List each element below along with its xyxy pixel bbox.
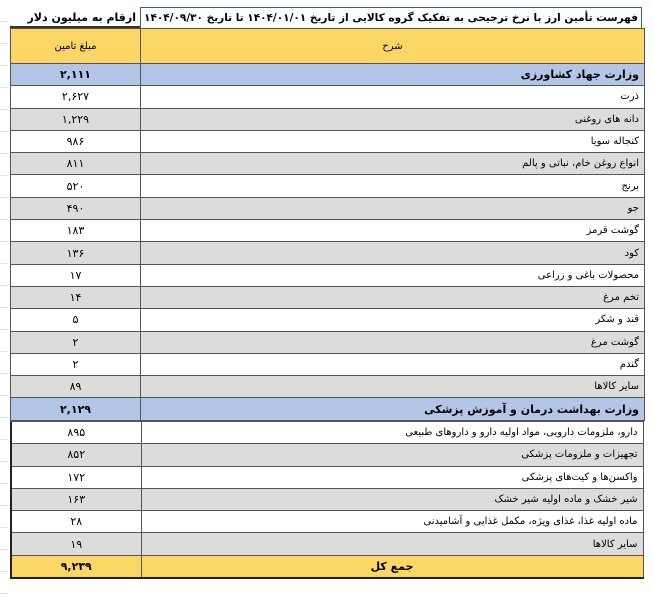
row-value[interactable]: ۵ xyxy=(11,309,141,331)
row-description[interactable]: محصولات باغی و زراعی xyxy=(141,264,645,286)
row-description[interactable]: برنج xyxy=(141,175,645,197)
row-description[interactable]: انواع روغن خام، نباتی و پالم xyxy=(141,153,645,175)
table-row xyxy=(11,331,645,353)
row-description[interactable]: گوشت مرغ xyxy=(141,331,645,353)
row-value[interactable]: ۸۵۲ xyxy=(11,444,141,466)
row-value[interactable]: ۱۶۳ xyxy=(11,488,141,510)
table-row xyxy=(11,533,643,555)
table-row xyxy=(11,175,645,197)
row-value[interactable]: ۴۹۰ xyxy=(11,197,141,219)
row-value[interactable]: ۱,۲۲۹ xyxy=(11,108,141,130)
ministry-row-health xyxy=(11,398,645,420)
table-row xyxy=(11,376,645,398)
row-value[interactable]: ۲۸ xyxy=(11,511,141,533)
row-value[interactable]: ۱۳۶ xyxy=(11,242,141,264)
table-row xyxy=(11,130,645,152)
table-row xyxy=(11,286,645,308)
row-description[interactable]: کنجاله سویا xyxy=(141,130,645,152)
total-label[interactable]: جمع کل xyxy=(141,555,643,578)
row-value[interactable]: ۱۴ xyxy=(11,286,141,308)
row-value[interactable]: ۱۷۲ xyxy=(11,466,141,488)
title-row xyxy=(10,7,644,28)
row-description[interactable]: ذرت xyxy=(141,86,645,108)
row-value[interactable]: ۵۲۰ xyxy=(11,175,141,197)
row-description[interactable]: تخم مرغ xyxy=(141,286,645,308)
row-description[interactable]: ماده اولیه غذا، غذای ویژه، مکمل غذایی و آشامیدنی xyxy=(141,511,643,533)
row-value[interactable]: ۸۱۱ xyxy=(11,153,141,175)
table-row xyxy=(11,444,643,466)
table-row xyxy=(11,466,643,488)
header-description[interactable]: شرح xyxy=(141,29,645,64)
table-section-health xyxy=(10,420,644,579)
row-description[interactable]: دارو، ملزومات دارویی، مواد اولیه دارو و داروهای طبیعی xyxy=(141,421,643,444)
row-description[interactable]: گندم xyxy=(141,353,645,375)
total-row xyxy=(11,555,643,578)
row-value[interactable]: ۱۸۳ xyxy=(11,220,141,242)
row-value[interactable]: ۱۹ xyxy=(11,533,141,555)
row-gridlines xyxy=(0,0,8,600)
row-value[interactable]: ۲ xyxy=(11,353,141,375)
report-title[interactable]: فهرست تأمین ارز با نرخ ترجیحی به تفکیک گروه کالایی از تاریخ ۱۴۰۴/۰۱/۰۱ تا تاریخ ۱۴۰۴/۰۹/۳۰ xyxy=(140,7,642,29)
row-description[interactable]: کود xyxy=(141,242,645,264)
ministry-row-agriculture xyxy=(11,64,645,86)
header-amount[interactable]: مبلغ تامین xyxy=(11,29,141,64)
row-value[interactable]: ۲ xyxy=(11,331,141,353)
row-description[interactable]: دانه های روغنی xyxy=(141,108,645,130)
row-value[interactable]: ۸۹۵ xyxy=(11,421,141,444)
row-description[interactable]: واکسن‌ها و کیت‌های پزشکی xyxy=(141,466,643,488)
row-description[interactable]: شیر خشک و ماده اولیه شیر خشک xyxy=(141,488,643,510)
ministry-name[interactable]: وزارت بهداشت درمان و آموزش پزشکی xyxy=(141,398,645,420)
table-row xyxy=(11,220,645,242)
row-value[interactable]: ۹۸۶ xyxy=(11,130,141,152)
table-row xyxy=(11,309,645,331)
table-row xyxy=(11,153,645,175)
row-description[interactable]: سایر کالاها xyxy=(141,376,645,398)
table-row xyxy=(11,488,643,510)
row-description[interactable]: قند و شکر xyxy=(141,309,645,331)
column-header-row xyxy=(11,29,645,64)
row-description[interactable]: جو xyxy=(141,197,645,219)
units-label: ارقام به میلیون دلار xyxy=(10,7,140,28)
row-value[interactable]: ۸۹ xyxy=(11,376,141,398)
table-section-agriculture xyxy=(10,28,645,421)
row-description[interactable]: تجهیزات و ملزومات پزشکی xyxy=(141,444,643,466)
row-description[interactable]: سایر کالاها xyxy=(141,533,643,555)
table-row xyxy=(11,353,645,375)
ministry-name[interactable]: وزارت جهاد کشاورزی xyxy=(141,64,645,86)
ministry-value[interactable]: ۲,۱۱۱ xyxy=(11,64,141,86)
row-value[interactable]: ۲,۶۲۷ xyxy=(11,86,141,108)
table-row xyxy=(11,86,645,108)
row-description[interactable]: گوشت قرمز xyxy=(141,220,645,242)
total-value[interactable]: ۹,۲۳۹ xyxy=(11,555,141,578)
table-row xyxy=(11,108,645,130)
table-row xyxy=(11,264,645,286)
ministry-value[interactable]: ۲,۱۲۹ xyxy=(11,398,141,420)
table-row xyxy=(11,197,645,219)
table-row xyxy=(11,242,645,264)
table-row xyxy=(11,511,643,533)
table-row xyxy=(11,421,643,444)
row-value[interactable]: ۱۷ xyxy=(11,264,141,286)
